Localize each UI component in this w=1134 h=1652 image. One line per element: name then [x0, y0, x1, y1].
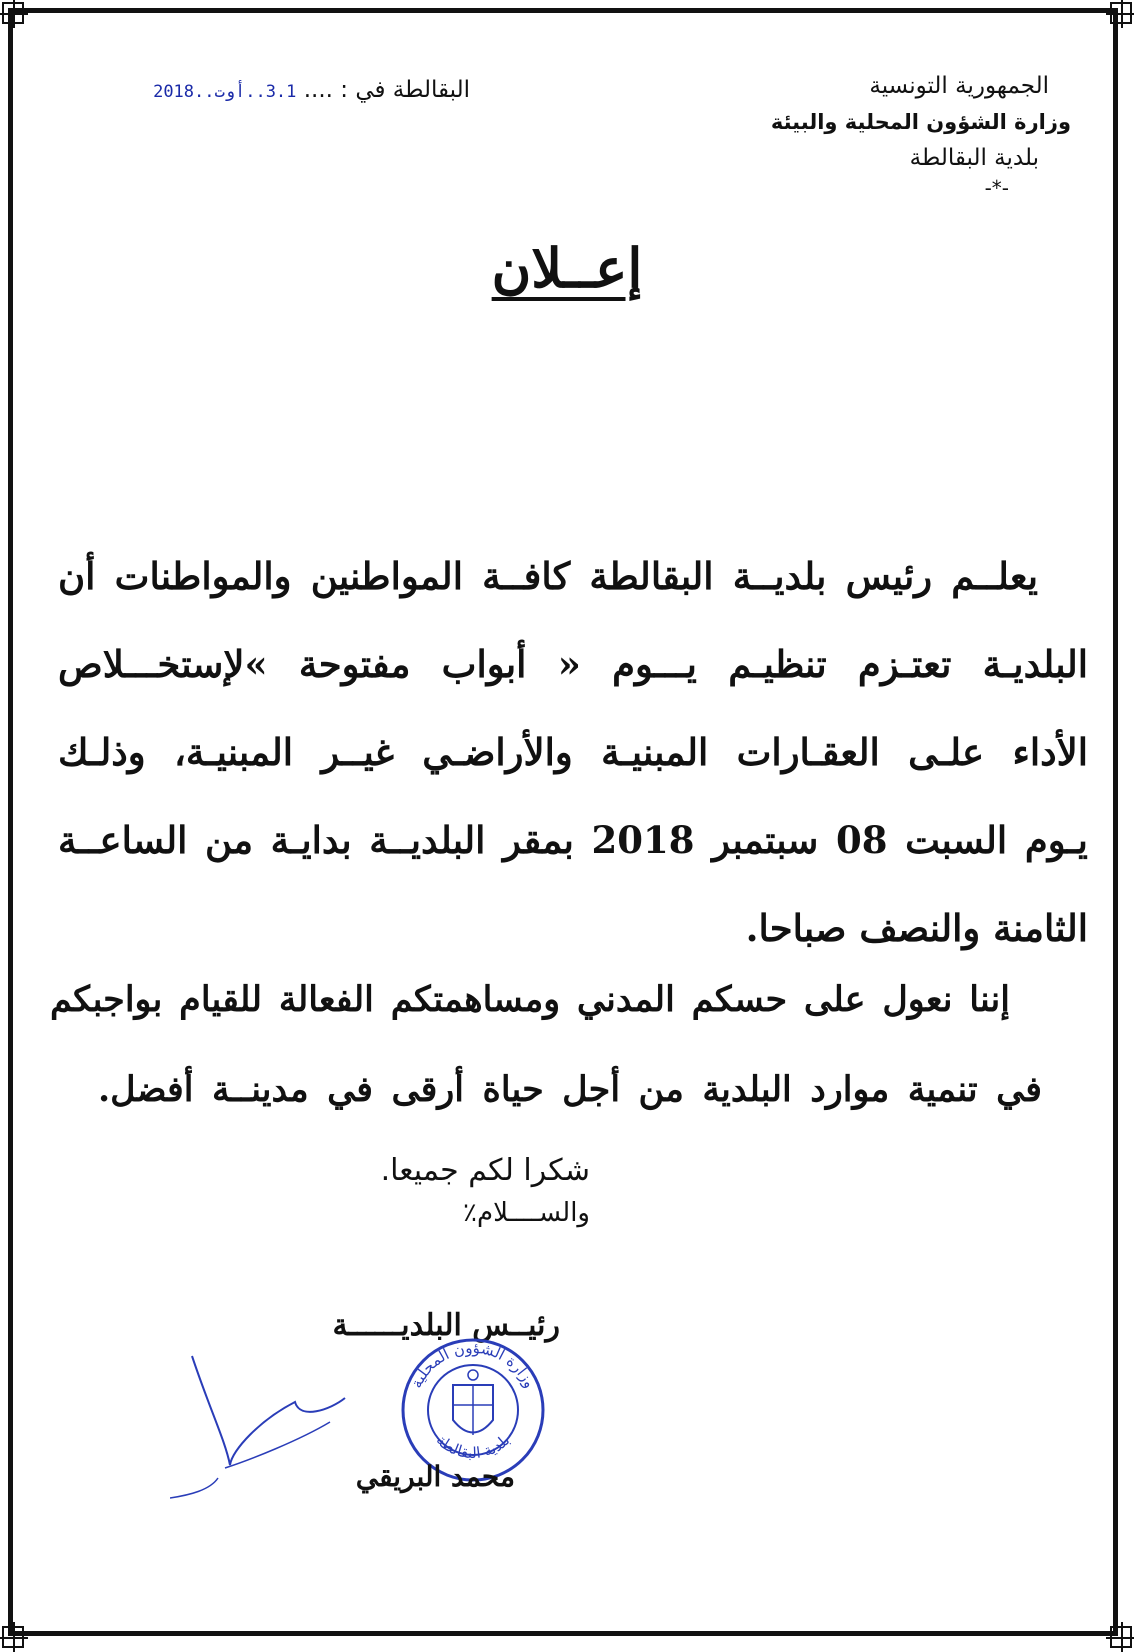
body-line: الأداء علـى العقـارات المبنيـة والأراضـي غيــر المبنيـة، وذلـك [58, 730, 1088, 774]
date-value: 3.1..أوت..2018 [153, 82, 297, 102]
thanks-block [300, 1150, 590, 1234]
closing-paragraph [50, 955, 1050, 1135]
body-line: يـوم السبت 08 سبتمبر 2018 بمقر البلديــة بدايـة من الساعــة [58, 818, 1088, 862]
place-label: البقالطة في : .... [303, 77, 470, 103]
signatory-name: محمد البريقي [355, 1460, 515, 1493]
letterhead [629, 68, 1071, 200]
country-name: الجمهورية التونسية [869, 73, 1049, 99]
header-separator: -*- [984, 176, 1009, 200]
corner-mark-top-right [1110, 2, 1132, 24]
salam-text: والســــلام٪ [463, 1198, 590, 1228]
svg-text:بلدية البقالطة [433, 1431, 514, 1462]
seal-bottom-text: بلدية البقالطة [432, 1431, 514, 1462]
thanks-text: شكرا لكم جميعا. [380, 1153, 590, 1188]
municipality-name: بلدية البقالطة [909, 145, 1039, 171]
place-and-date [110, 72, 470, 110]
body-line: يعلــم رئيس بلديــة البقالطة كافــة المواطنين والمواطنات أن [58, 554, 1038, 598]
closing-line: في تنمية موارد البلدية من أجل حياة أرقى في مدينــة أفضل. [98, 1069, 1042, 1110]
closing-line: إننا نعول على حسكم المدني ومساهمتكم الفعالة للقيام بواجبكم [50, 979, 1010, 1020]
corner-mark-bottom-left [2, 1626, 24, 1648]
corner-mark-top-left [2, 2, 24, 24]
corner-mark-bottom-right [1110, 1626, 1132, 1648]
ministry-name: وزارة الشؤون المحلية والبيئة [770, 110, 1071, 134]
seal-top-text: وزارة الشؤون المحلية [407, 1338, 539, 1391]
announcement-title: إعــلان [491, 236, 643, 300]
announcement-body [58, 532, 1088, 972]
signatory-title: رئيــس البلديــــــة [332, 1308, 560, 1343]
body-line: الثامنة والنصف صباحا. [745, 906, 1088, 950]
body-line: البلديـة تعتـزم تنظيـم يـــوم « أبواب مفتوحة »لإستخـــلاص [58, 642, 1088, 686]
